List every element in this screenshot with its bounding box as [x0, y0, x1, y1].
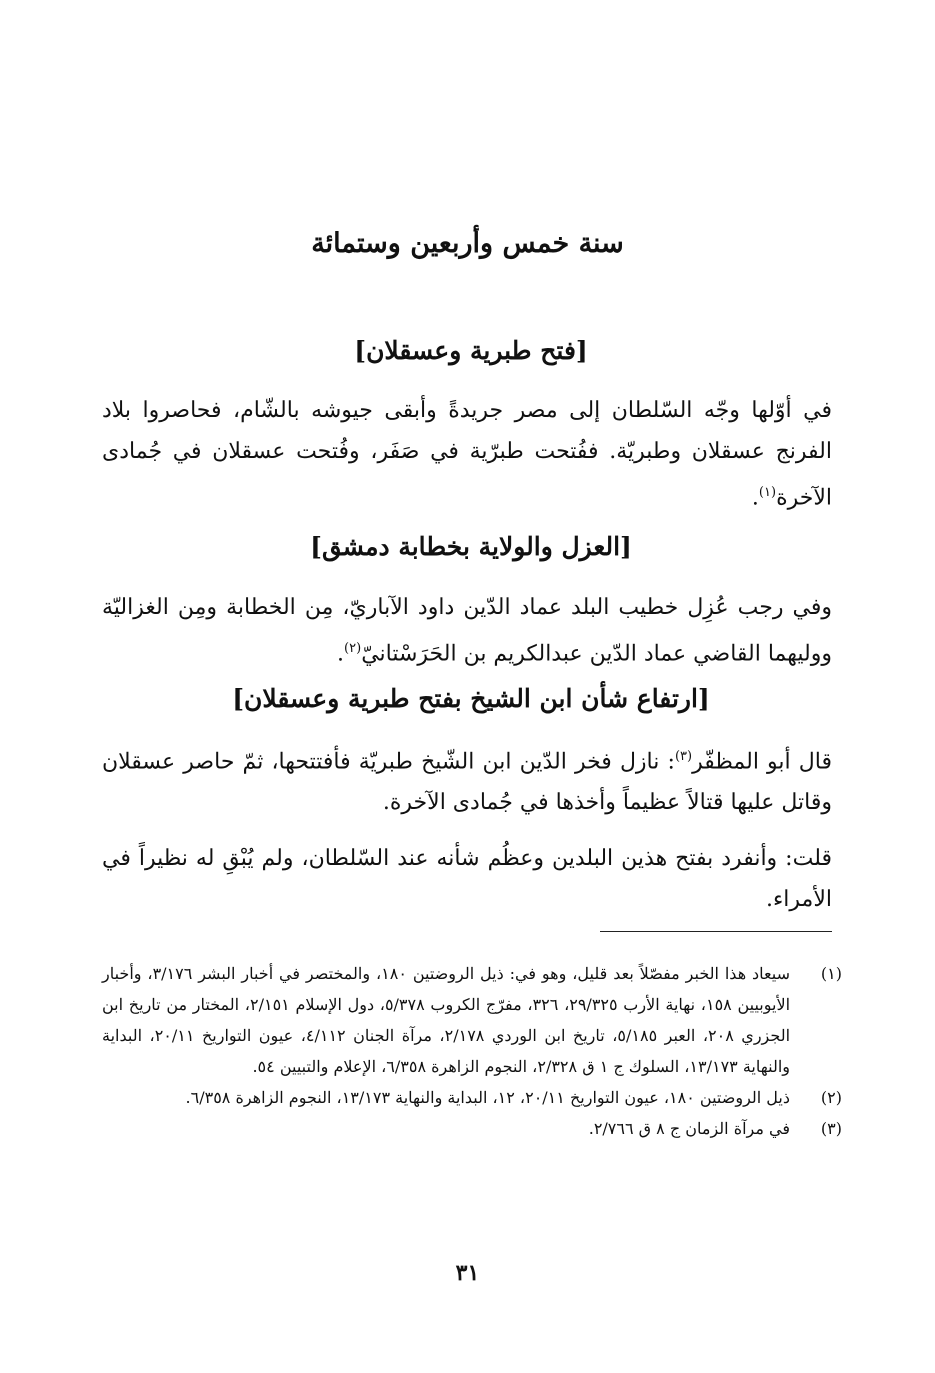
paragraph-end: . — [751, 485, 759, 511]
footnote-number: (٣) — [820, 1119, 842, 1138]
section-heading-conquest: [فتح طبرية وعسقلان] — [354, 336, 588, 365]
closing-text: قلت: وأنفرد بفتح هذين البلدين وعظُم شأنه عند السّلطان، ولم يُبْقِ له نظيراً في الأمراء. — [102, 846, 832, 912]
paragraph-text: في أوّلها وجّه السّلطان إلى مصر جريدةً وأبقى جيوشه بالشّام، فحاصروا بلاد الفرنج عسقلان وطبريّة. ففُتحت طبرّية في صَفَر، وفُتحت عسقلان في جُمادى الآخرة — [102, 398, 832, 511]
footnote-item — [102, 1113, 842, 1144]
closing-paragraph — [102, 838, 832, 920]
paragraph-end: . — [337, 641, 345, 667]
footnote-number: (٢) — [820, 1088, 842, 1107]
footnote-reference: (٣) — [674, 749, 693, 764]
footnote-item — [102, 1082, 842, 1113]
section-heading-rise: [ارتفاع شأن ابن الشيخ بفتح طبرية وعسقلان] — [232, 684, 710, 713]
section-heading-dismissal: [العزل والولاية بخطابة دمشق] — [310, 532, 632, 561]
footnote-item — [102, 958, 842, 1082]
footnotes — [102, 958, 842, 1144]
paragraph-text: وفي رجب عُزِل خطيب البلد عماد الدّين داود الآباريّ، مِن الخطابة ومِن الغزاليّة ووليهما القاضي عماد الدّين عبدالكريم بن الحَرَسْتانيّ — [102, 595, 832, 667]
footnote-number: (١) — [820, 964, 842, 983]
footnote-reference: (٢) — [344, 641, 362, 656]
footnote-text: ذيل الروضتين ١٨٠، عيون التواريخ ٢٠/١١، ١٢، البداية والنهاية ١٣/١٧٣، النجوم الزاهرة ٦/٣٥٨. — [185, 1088, 790, 1107]
paragraph-start: قال أبو المظفّر — [692, 749, 832, 775]
page-title: سنة خمس وأربعين وستمائة — [311, 228, 624, 259]
footnote-text: سيعاد هذا الخبر مفصّلاً بعد قليل، وهو في: ذيل الروضتين ١٨٠، والمختصر في أخبار البشر ٣/١٧٦، وأخبار الأيوبيين ١٥٨، نهاية الأرب ٢٩/٣٢٥، ٣٢٦، مفرّج الكروب ٥/٣٧٨، دول الإسلام ٢/١٥١، المختار من تاريخ ابن الجزري ٢٠٨، العبر ٥/١٨٥، تاريخ ابن الوردي ٢/١٧٨، مرآة الجنان ٤/١١٢، عيون التواريخ ٢٠/١١، البداية والنهاية ١٣/١٧٣، السلوك ج ١ ق ٢/٣٢٨، النجوم الزاهرة ٦/٣٥٨، الإعلام والتبيين ٥٤. — [102, 964, 791, 1076]
footnote-reference: (١) — [758, 485, 777, 500]
paragraph-text: : نازل فخر الدّين ابن الشّيخ طبريّة فأفتتحها، ثمّ حاصر عسقلان وقاتل عليها قتالاً عظيماً وأخذها في جُمادى الآخرة. — [102, 749, 832, 816]
section-paragraph-conquest — [102, 390, 832, 518]
footnote-text: في مرآة الزمان ج ٨ ق ٢/٧٦٦. — [588, 1119, 790, 1138]
page-number: ٣١ — [455, 1260, 480, 1286]
footnote-separator — [600, 931, 832, 932]
section-paragraph-rise — [102, 736, 832, 823]
section-paragraph-dismissal — [102, 587, 832, 674]
